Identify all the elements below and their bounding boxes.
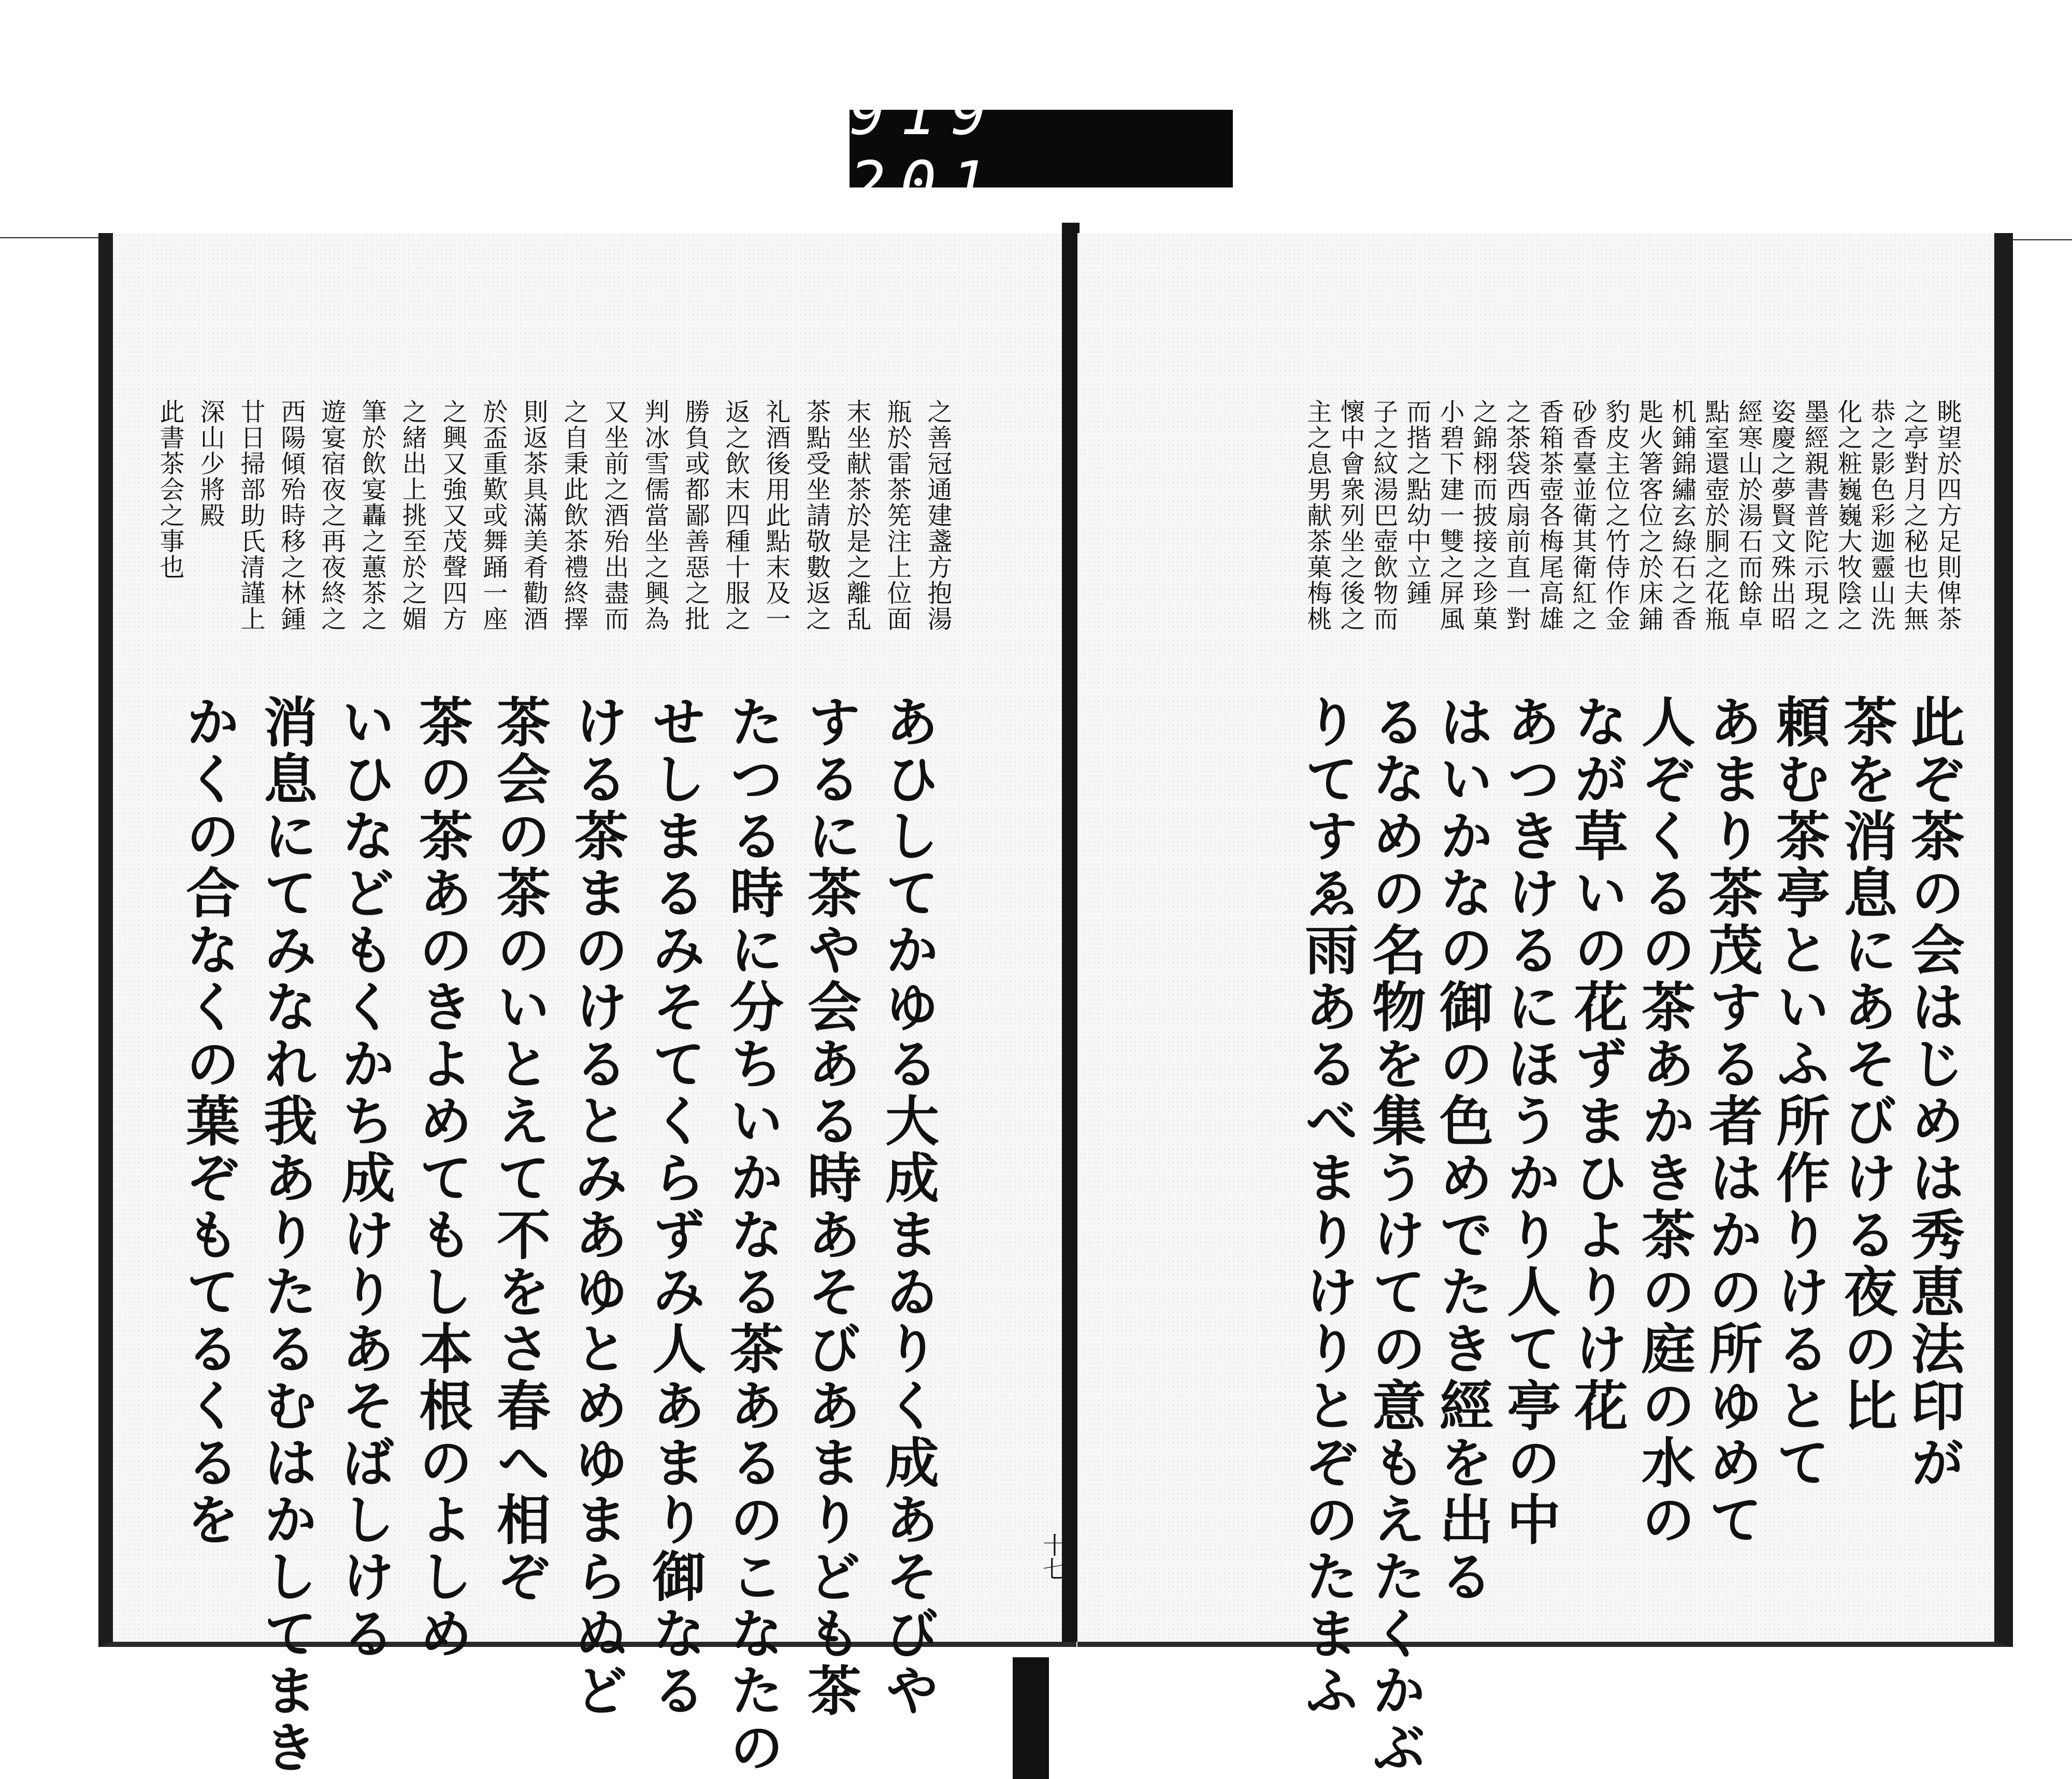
right-print-col-3: 恭之影色彩迦靈山洗 — [1866, 399, 1895, 632]
left-print-col-12: 於盃重歎或舞踊一座 — [479, 399, 508, 632]
right-print-col-8: 點室還壺於胴之花瓶 — [1701, 399, 1730, 632]
right-script-col-1: 此ぞ茶の会はじめは秀恵法印が — [1902, 694, 1965, 1492]
right-print-col-17: 而揩之點幼中立鍾 — [1402, 399, 1431, 606]
right-script-col-9: るなめの名物を集うけての意もえたくかぶ — [1363, 694, 1427, 1776]
right-script-col-10: りてすゑ雨あるべまりけりとぞのたまふ — [1296, 694, 1359, 1719]
left-script-col-8: いひなどもくかち成けりあそばしける — [332, 694, 396, 1662]
right-print-col-4: 化之粧巍巍大牧陰之 — [1833, 399, 1862, 632]
right-print-col-12: 砂香臺並衛其衛紅之 — [1568, 399, 1597, 632]
left-print-col-10: 之自秉此飲茶禮終擇 — [559, 399, 588, 632]
left-print-col-7: 勝負或都鄙善惡之批 — [681, 399, 710, 632]
reel-label-text: 919 201. — [850, 79, 1053, 219]
right-print-col-1: 眺望於四方足則俾茶 — [1933, 399, 1962, 632]
left-script-col-3: たつる時に分ちいかなる茶あるのこなたの — [721, 694, 784, 1776]
right-script-col-5: 人ぞくるの茶あかき茶の庭の水の — [1632, 694, 1696, 1549]
right-script-col-2: 茶を消息にあそびける夜の比 — [1834, 694, 1898, 1435]
left-print-col-11: 則返茶具滿美肴勸酒 — [519, 399, 548, 632]
left-print-col-8: 判冰雪儒當坐之興為 — [640, 399, 669, 632]
right-print-col-15: 之錦栩而披接之珍菓 — [1469, 399, 1498, 632]
left-script-col-10: かくの合なくの葉ぞもてるくるを — [177, 694, 240, 1549]
right-script-col-7: あつきけるにほうかり人て亭の中 — [1498, 694, 1561, 1549]
right-print-col-19: 懷中會衆列坐之後之 — [1336, 399, 1365, 632]
right-print-col-14: 之茶袋西扇前直一對 — [1502, 399, 1531, 632]
left-print-col-14: 之緒出上挑至於之媚 — [398, 399, 427, 632]
right-print-col-16: 小碧下建一雙之屏風 — [1435, 399, 1464, 632]
right-print-col-11: 豹皮主位之竹侍作金 — [1601, 399, 1630, 632]
left-print-col-16: 遊宴宿夜之再夜終之 — [317, 399, 346, 632]
left-print-col-13: 之興又強又茂聲四方 — [438, 399, 467, 632]
left-script-col-7: 茶の茶あのきよめてもし本根のよしめ — [410, 694, 473, 1662]
left-script-col-2: するに茶や会ある時あそびあまりども茶 — [798, 694, 862, 1719]
left-script-col-5: ける茶まのけるとみあゆとめゆまらぬど — [565, 694, 629, 1719]
book-gutter — [1062, 223, 1080, 1642]
left-script-col-9: 消息にてみなれ我ありたるむはかしてまき — [254, 694, 318, 1776]
left-print-col-3: 末坐献茶於是之離乱 — [842, 399, 871, 632]
right-script-col-3: 頼む茶亭といふ所作りけるとて — [1767, 694, 1831, 1492]
left-print-col-15: 筆於飲宴轟之蕙茶之 — [357, 399, 386, 632]
right-print-col-9: 机鋪錦繡玄綠石之香 — [1667, 399, 1696, 632]
left-print-col-1: 之善冠通建盞方抱湯 — [923, 399, 952, 632]
left-script-col-1: あひしてかゆる大成まゐりく成あそびや — [876, 694, 940, 1719]
right-script-col-4: あまり茶茂する者はかの所ゆめて — [1700, 694, 1763, 1549]
left-print-col-18: 廿日掃部助氏清謹上 — [236, 399, 265, 632]
right-print-col-20: 主之息男献茶菓梅桃 — [1303, 399, 1332, 632]
left-print-col-17: 西陽傾殆時移之林鍾 — [277, 399, 306, 632]
gutter-shadow — [1013, 1657, 1049, 1779]
right-print-col-7: 經寒山於湯石而餘卓 — [1734, 399, 1763, 632]
left-print-col-6: 返之飲末四種十服之 — [721, 399, 750, 632]
left-print-col-5: 礼酒後用此點末及一 — [761, 399, 790, 632]
right-print-col-2: 之亭對月之秘也夫無 — [1900, 399, 1929, 632]
right-print-col-13: 香箱茶壺各梅尾高雄 — [1535, 399, 1564, 632]
left-print-col-19: 深山少將殿 — [196, 399, 225, 528]
left-script-col-6: 茶会の茶のいとえて不をさ春へ相ぞ — [487, 694, 551, 1606]
right-script-col-6: なが草いの花ずまひよりけ花 — [1565, 694, 1629, 1435]
left-print-col-2: 瓶於雷茶筅注上位面 — [883, 399, 912, 632]
left-print-col-20: 此書茶会之事也 — [155, 399, 184, 580]
right-print-col-18: 子之紋湯巴壺飲物而 — [1369, 399, 1398, 632]
right-print-col-6: 姿慶之夢賢文殊出昭 — [1767, 399, 1796, 632]
reel-label — [850, 79, 1233, 219]
right-script-col-8: はいかなの御の色めでたき經を出る — [1430, 694, 1494, 1606]
left-print-col-4: 茶點受坐請敬數返之 — [802, 399, 831, 632]
page-folio: 十七 — [1039, 1533, 1067, 1581]
right-print-col-5: 墨經親書普陀示現之 — [1800, 399, 1829, 632]
left-print-col-9: 又坐前之酒殆出盡而 — [600, 399, 629, 632]
left-script-col-4: せしまるみそてくらずみ人あまり御なる — [643, 694, 707, 1719]
right-print-col-10: 匙火箸客位之於床鋪 — [1634, 399, 1663, 632]
